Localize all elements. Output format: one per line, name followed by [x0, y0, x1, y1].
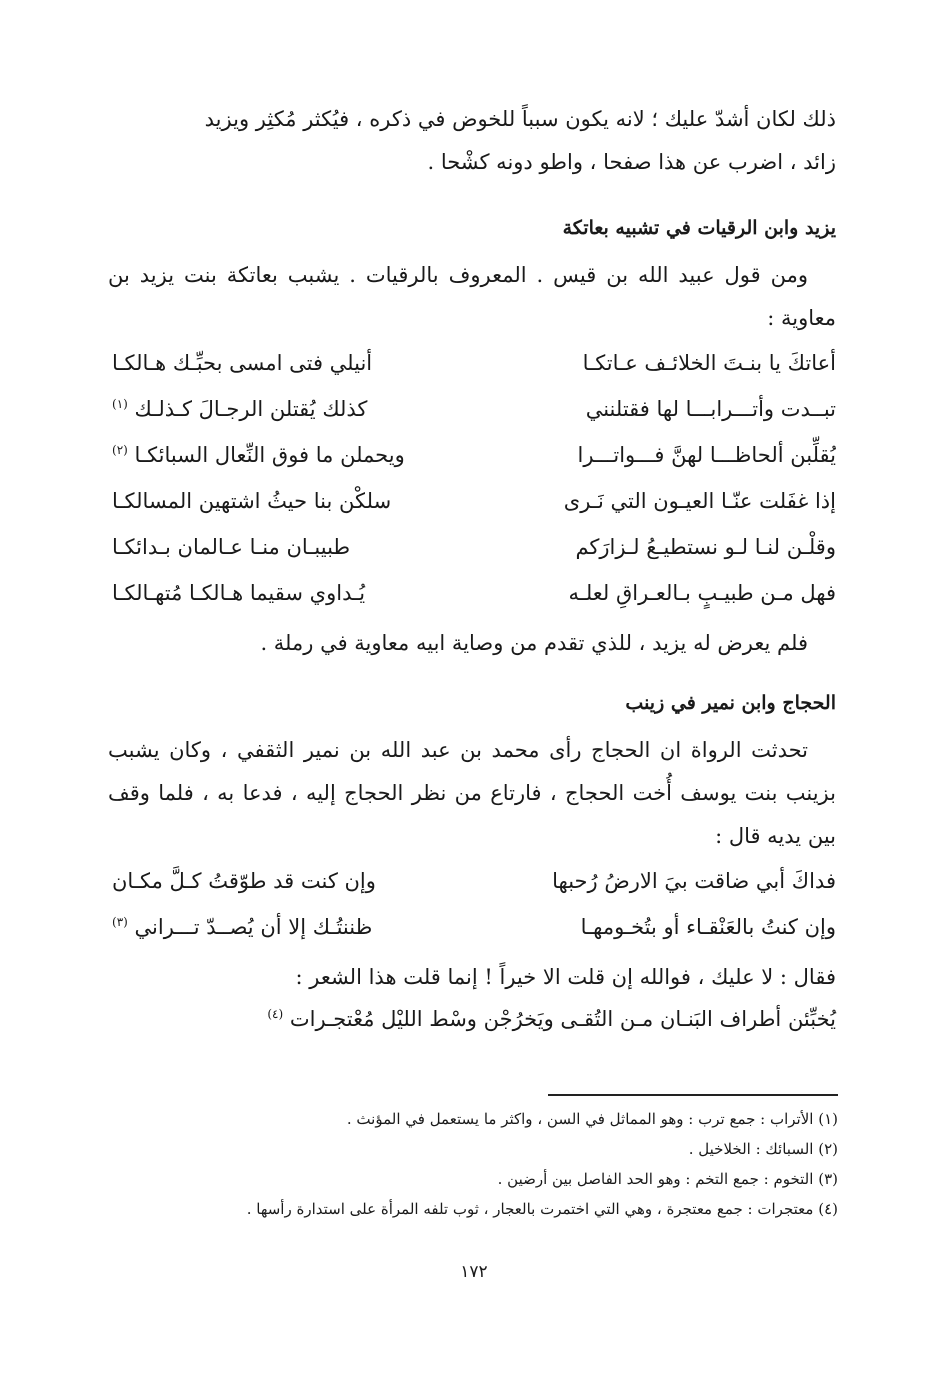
footnote-item	[108, 1164, 838, 1194]
footnote-item	[108, 1134, 838, 1164]
verse-hemistich-second	[108, 904, 461, 950]
verse-hemistich-first: فداكَ أبي ضاقت بيَ الارضُ رُحبها	[552, 869, 836, 893]
verse-hemistich-second	[108, 340, 461, 386]
verse-text: ظننتُـك إلا أن يُصــدّ تـــراني	[134, 915, 373, 939]
footnote-number: (١)	[818, 1110, 838, 1128]
intro-line-1: ذلك لكان أشدّ عليك ؛ لانه يكون سبباً للخوض في ذكره ، فيُكثر مُكثِر ويزيد	[204, 107, 836, 131]
footnote-text: التخوم : جمع التخم : وهو الحد الفاصل بين أرضين .	[497, 1170, 814, 1188]
quoted-verse	[108, 999, 836, 1039]
verse-line	[108, 524, 836, 570]
footnote-ref: (٢)	[112, 443, 128, 457]
section1-closing: فلم يعرض له يزيد ، للذي تقدم من وصاية ابيه معاوية في رملة .	[260, 631, 808, 655]
section2-reply: فقال : لا عليك ، فوالله إن قلت الا خيراً ! إنما قلت هذا الشعر :	[295, 965, 836, 989]
verse-text: طبيبـان منـا عـالمان بـدائكـا	[112, 535, 351, 559]
poem-ibn-ruqayyat	[108, 340, 836, 616]
verse-line	[108, 432, 836, 478]
footnote-item	[108, 1194, 838, 1224]
verse-text: أنيلي فتى امسى بحبِّـك هـالكـا	[112, 351, 373, 375]
page-number: ١٧٢	[460, 1262, 488, 1282]
section2-paragraph: تحدثت الرواة ان الحجاج رأى محمد بن عبد الله بن نمير الثقفي ، وكان يشبب بزينب بنت يوسف أُخت الحجاج ، فارتاع من نظر الحجاج إليه ، فدعا به ، فلما وقف بين يديه قال :	[108, 738, 836, 848]
verse-text: يُخبِّئن أطراف البَنـان مـن التُقـى ويَخرُجْن وسْط الليْل مُعْتجـرات	[289, 1007, 836, 1031]
verse-hemistich-second	[108, 386, 461, 432]
verse-line	[108, 340, 836, 386]
verse-hemistich-first: إذا غفَلت عنّـا العيـون التي نَـرى	[563, 489, 836, 513]
footnote-text: معتجرات : جمع معتجرة ، وهي التي اختمرت بالعجار ، ثوب تلفه المرأة على استدارة رأسها .	[246, 1200, 814, 1218]
section1-paragraph: ومن قول عبيد الله بن قيس . المعروف بالرقيات . يشبب بعاتكة بنت يزيد بن معاوية :	[108, 263, 836, 330]
verse-text: ويحملن ما فوق النِّعال السبائكـا	[134, 443, 405, 467]
footnote-ref: (٣)	[112, 915, 128, 929]
footnote-item	[108, 1104, 838, 1134]
footnotes	[108, 1104, 838, 1224]
section-heading-yazid: يزيد وابن الرقيات في تشبيه بعاتكة	[562, 217, 836, 239]
verse-line	[108, 386, 836, 432]
verse-text: سلكْن بنا حيثُ اشتهين المسالكـا	[112, 489, 392, 513]
footnote-text: السبائك : الخلاخيل .	[688, 1140, 814, 1158]
verse-hemistich-first: أعاتكَ يا بنـتَ الخلائـف عـاتكـا	[582, 351, 836, 375]
page-body	[108, 98, 836, 1039]
verse-text: وإن كنت قد طوّقتُ كـلَّ مكـان	[112, 869, 376, 893]
intro-line-2: زائد ، اضرب عن هذا صفحا ، واطو دونه كشْحا .	[427, 150, 836, 174]
verse-hemistich-second	[108, 570, 461, 616]
verse-hemistich-first: فهل مـن طبيـبٍ بـالعـراقِ لعلـه	[568, 581, 836, 605]
footnote-number: (٤)	[818, 1200, 838, 1218]
section-heading-hajjaj: الحجاج وابن نمير في زينب	[625, 692, 836, 714]
verse-hemistich-first: وإن كنتُ بالعَنْقـاء أو بتُخـومهـا	[580, 915, 836, 939]
verse-hemistich-second	[108, 432, 461, 478]
footnote-number: (٣)	[818, 1170, 838, 1188]
verse-text: يُـداوي سقيما هـالكـا مُتهـالكـا	[112, 581, 366, 605]
verse-line	[108, 858, 836, 904]
verse-hemistich-first: يُقلِّبن ألحاظـــا لهنَّ فـــواتـــرا	[577, 443, 836, 467]
verse-hemistich-second	[108, 478, 461, 524]
footnote-number: (٢)	[818, 1140, 838, 1158]
verse-line	[108, 904, 836, 950]
verse-line	[108, 478, 836, 524]
footnote-divider	[548, 1094, 838, 1096]
footnote-ref: (١)	[112, 397, 128, 411]
verse-hemistich-second	[108, 524, 461, 570]
verse-hemistich-second	[108, 858, 461, 904]
verse-hemistich-first: وقلْـن لنـا لـو نستطيـعُ لـزارَكم	[575, 535, 836, 559]
verse-text: كذلك يُقتلن الرجـالَ كـذلـك	[134, 397, 368, 421]
verse-hemistich-first: تبــدت وأتـــرابـــا لها فقتلنني	[585, 397, 836, 421]
footnote-ref: (٤)	[267, 1007, 284, 1021]
footnote-text: الأتراب : جمع ترب : وهو المماثل في السن ، واكثر ما يستعمل في المؤنث .	[346, 1110, 814, 1128]
verse-line	[108, 570, 836, 616]
poem-ibn-numayr	[108, 858, 836, 950]
intro-paragraph	[108, 98, 836, 184]
